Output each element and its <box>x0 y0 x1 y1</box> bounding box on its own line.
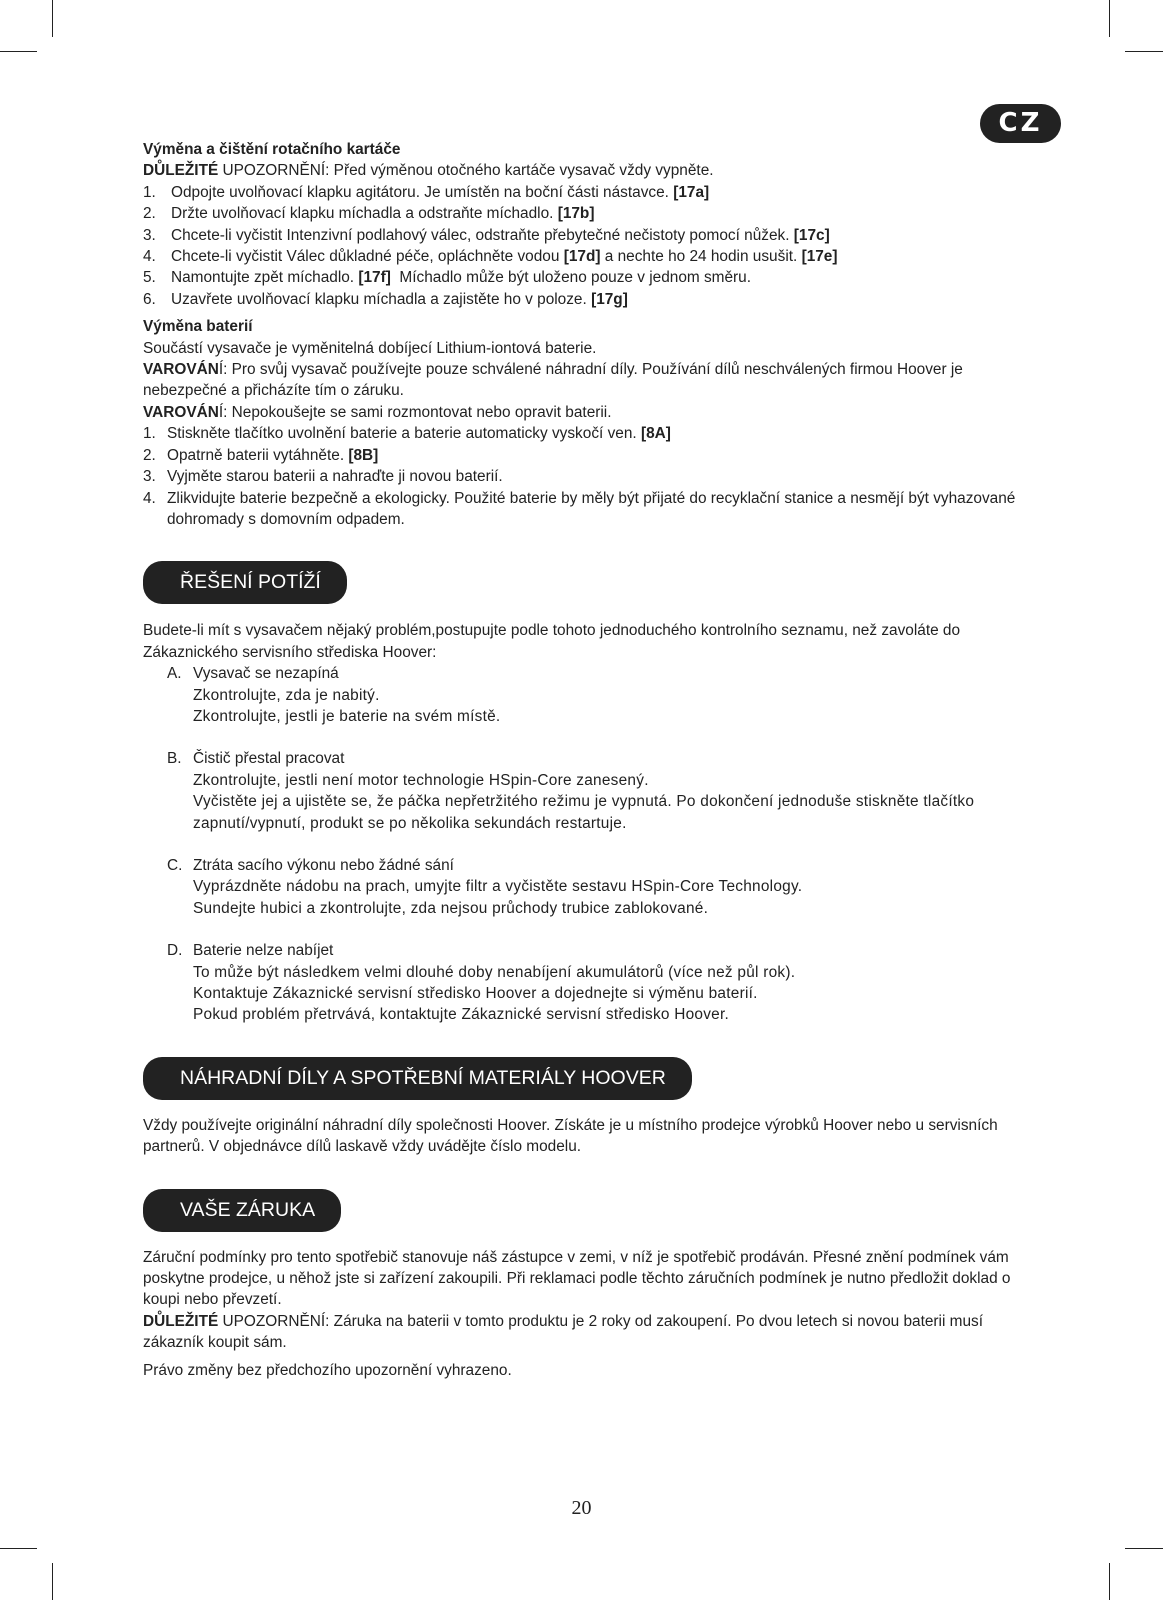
warranty-footer: Právo změny bez předchozího upozornění vyhrazeno. <box>143 1361 512 1379</box>
crop-mark <box>52 0 53 37</box>
crop-mark <box>0 51 37 52</box>
list-item: C. Ztráta sacího výkonu nebo žádné sání Vyprázdněte nádobu na prach, umyjte filtr a vyčistěte sestavu HSpin-Core Technology. Sundejte hubici a zkontrolujte, zda nejsou průchody trubice zablokované. <box>167 856 803 917</box>
language-badge: CZ <box>980 104 1061 143</box>
warranty-text: Záruční podmínky pro tento spotřebič stanovuje náš zástupce v zemi, v níž je spotřebič prodáván. Přesné znění podmínek vám poskytne prodejce, u něhož jste si zařízení zakoupili. Při reklamaci podle těchto záručních podmínek je nutno předložit doklad o koupi nebo převzetí. <box>143 1248 1011 1309</box>
list-item: 5. Namontujte zpět míchadlo. [17f] Míchadlo může být uloženo pouze v jednom směru. <box>143 269 752 287</box>
parts-heading: NÁHRADNÍ DÍLY A SPOTŘEBNÍ MATERIÁLY HOOVER <box>143 1057 692 1100</box>
warranty-note: DŮLEŽITÉ UPOZORNĚNÍ: Záruka na baterii v tomto produktu je 2 roky od zakoupení. Po dvou letech si novou baterii musí zákazník koupit sám. <box>143 1312 984 1352</box>
list-item: 4. Zlikvidujte baterie bezpečně a ekologicky. Použité baterie by měly být přijaté do recyklační stanice a nesmějí být vyhazované dohromady s domovním odpadem. <box>143 489 1016 528</box>
crop-mark <box>52 1563 53 1600</box>
list-item: 3. Chcete-li vyčistit Intenzivní podlahový válec, odstraňte přebytečné nečistoty pomocí nůžek. [17c] <box>143 226 830 244</box>
battery-warning-1: VAROVÁNÍ: Pro svůj vysavač používejte pouze schválené náhradní díly. Používání dílů neschválených firmou Hoover je nebezpečné a přicházíte tím o záruku. <box>143 361 963 400</box>
list-item: 4. Chcete-li vyčistit Válec důkladné péče, opláchněte vodou [17d] a nechte ho 24 hodin usušit. [17e] <box>143 248 838 266</box>
crop-mark <box>1109 0 1110 37</box>
battery-intro: Součástí vysavače je vyměnitelná dobíjecí Lithium-iontová baterie. <box>143 339 597 357</box>
battery-warning-2: VAROVÁNÍ: Nepokoušejte se sami rozmontovat nebo opravit baterii. <box>143 403 612 421</box>
crop-mark <box>1109 1563 1110 1600</box>
parts-text: Vždy používejte originální náhradní díly společnosti Hoover. Získáte je u místního prodejce výrobků Hoover nebo u servisních partnerů. V objednávce dílů laskavě vždy uvádějte číslo modelu. <box>143 1116 998 1156</box>
crop-mark <box>1125 1548 1163 1549</box>
brush-steps <box>143 182 1023 310</box>
page-number: 20 <box>571 1497 592 1519</box>
warranty-heading: VAŠE ZÁRUKA <box>143 1189 341 1232</box>
brush-title: Výměna a čištění rotačního kartáče <box>143 141 401 158</box>
document-body <box>143 139 1023 1381</box>
crop-mark <box>1125 51 1163 52</box>
list-item: A. Vysavač se nezapíná Zkontrolujte, zda je nabitý. Zkontrolujte, jestli je baterie na svém místě. <box>167 665 501 725</box>
brush-note: DŮLEŽITÉ UPOZORNĚNÍ: Před výměnou otočného kartáče vysavač vždy vypněte. <box>143 162 714 180</box>
crop-mark <box>0 1548 37 1549</box>
list-item: 3. Vyjměte starou baterii a nahraďte ji novou baterií. <box>143 468 503 486</box>
troubleshooting-list <box>167 663 1023 1026</box>
battery-title: Výměna baterií <box>143 318 253 336</box>
troubleshooting-intro: Budete-li mít s vysavačem nějaký problém,postupujte podle tohoto jednoduchého kontrolního seznamu, než zavoláte do Zákaznického servisního střediska Hoover: <box>143 622 961 661</box>
list-item: D. Baterie nelze nabíjet To může být následkem velmi dlouhé doby nenabíjení akumulátorů (více než půl rok). Kontaktuje Zákaznické servisní středisko Hoover a dojednejte si výměnu baterií. Pokud problém přetrvává, kontaktujte Zákaznické servisní středisko Hoover. <box>167 942 796 1024</box>
battery-steps <box>143 423 1023 530</box>
list-item: 1. Stiskněte tlačítko uvolnění baterie a baterie automaticky vyskočí ven. [8A] <box>143 425 671 443</box>
list-item: B. Čistič přestal pracovat Zkontrolujte, jestli není motor technologie HSpin-Core zanesený. Vyčistěte jej a ujistěte se, že páčka nepřetržitého režimu je vypnutá. Po dokončení jednoduše stiskněte tlačítko zapnutí/vypnutí, produkt se po několika sekundách restartuje. <box>167 750 975 832</box>
list-item: 1. Odpojte uvolňovací klapku agitátoru. Je umístěn na boční části nástavce. [17a] <box>143 183 710 201</box>
list-item: 2. Opatrně baterii vytáhněte. [8B] <box>143 446 379 464</box>
list-item: 2. Držte uvolňovací klapku míchadla a odstraňte míchadlo. [17b] <box>143 205 595 223</box>
troubleshooting-heading: ŘEŠENÍ POTÍŽÍ <box>143 561 347 604</box>
list-item: 6. Uzavřete uvolňovací klapku míchadla a zajistěte ho v poloze. [17g] <box>143 290 628 308</box>
